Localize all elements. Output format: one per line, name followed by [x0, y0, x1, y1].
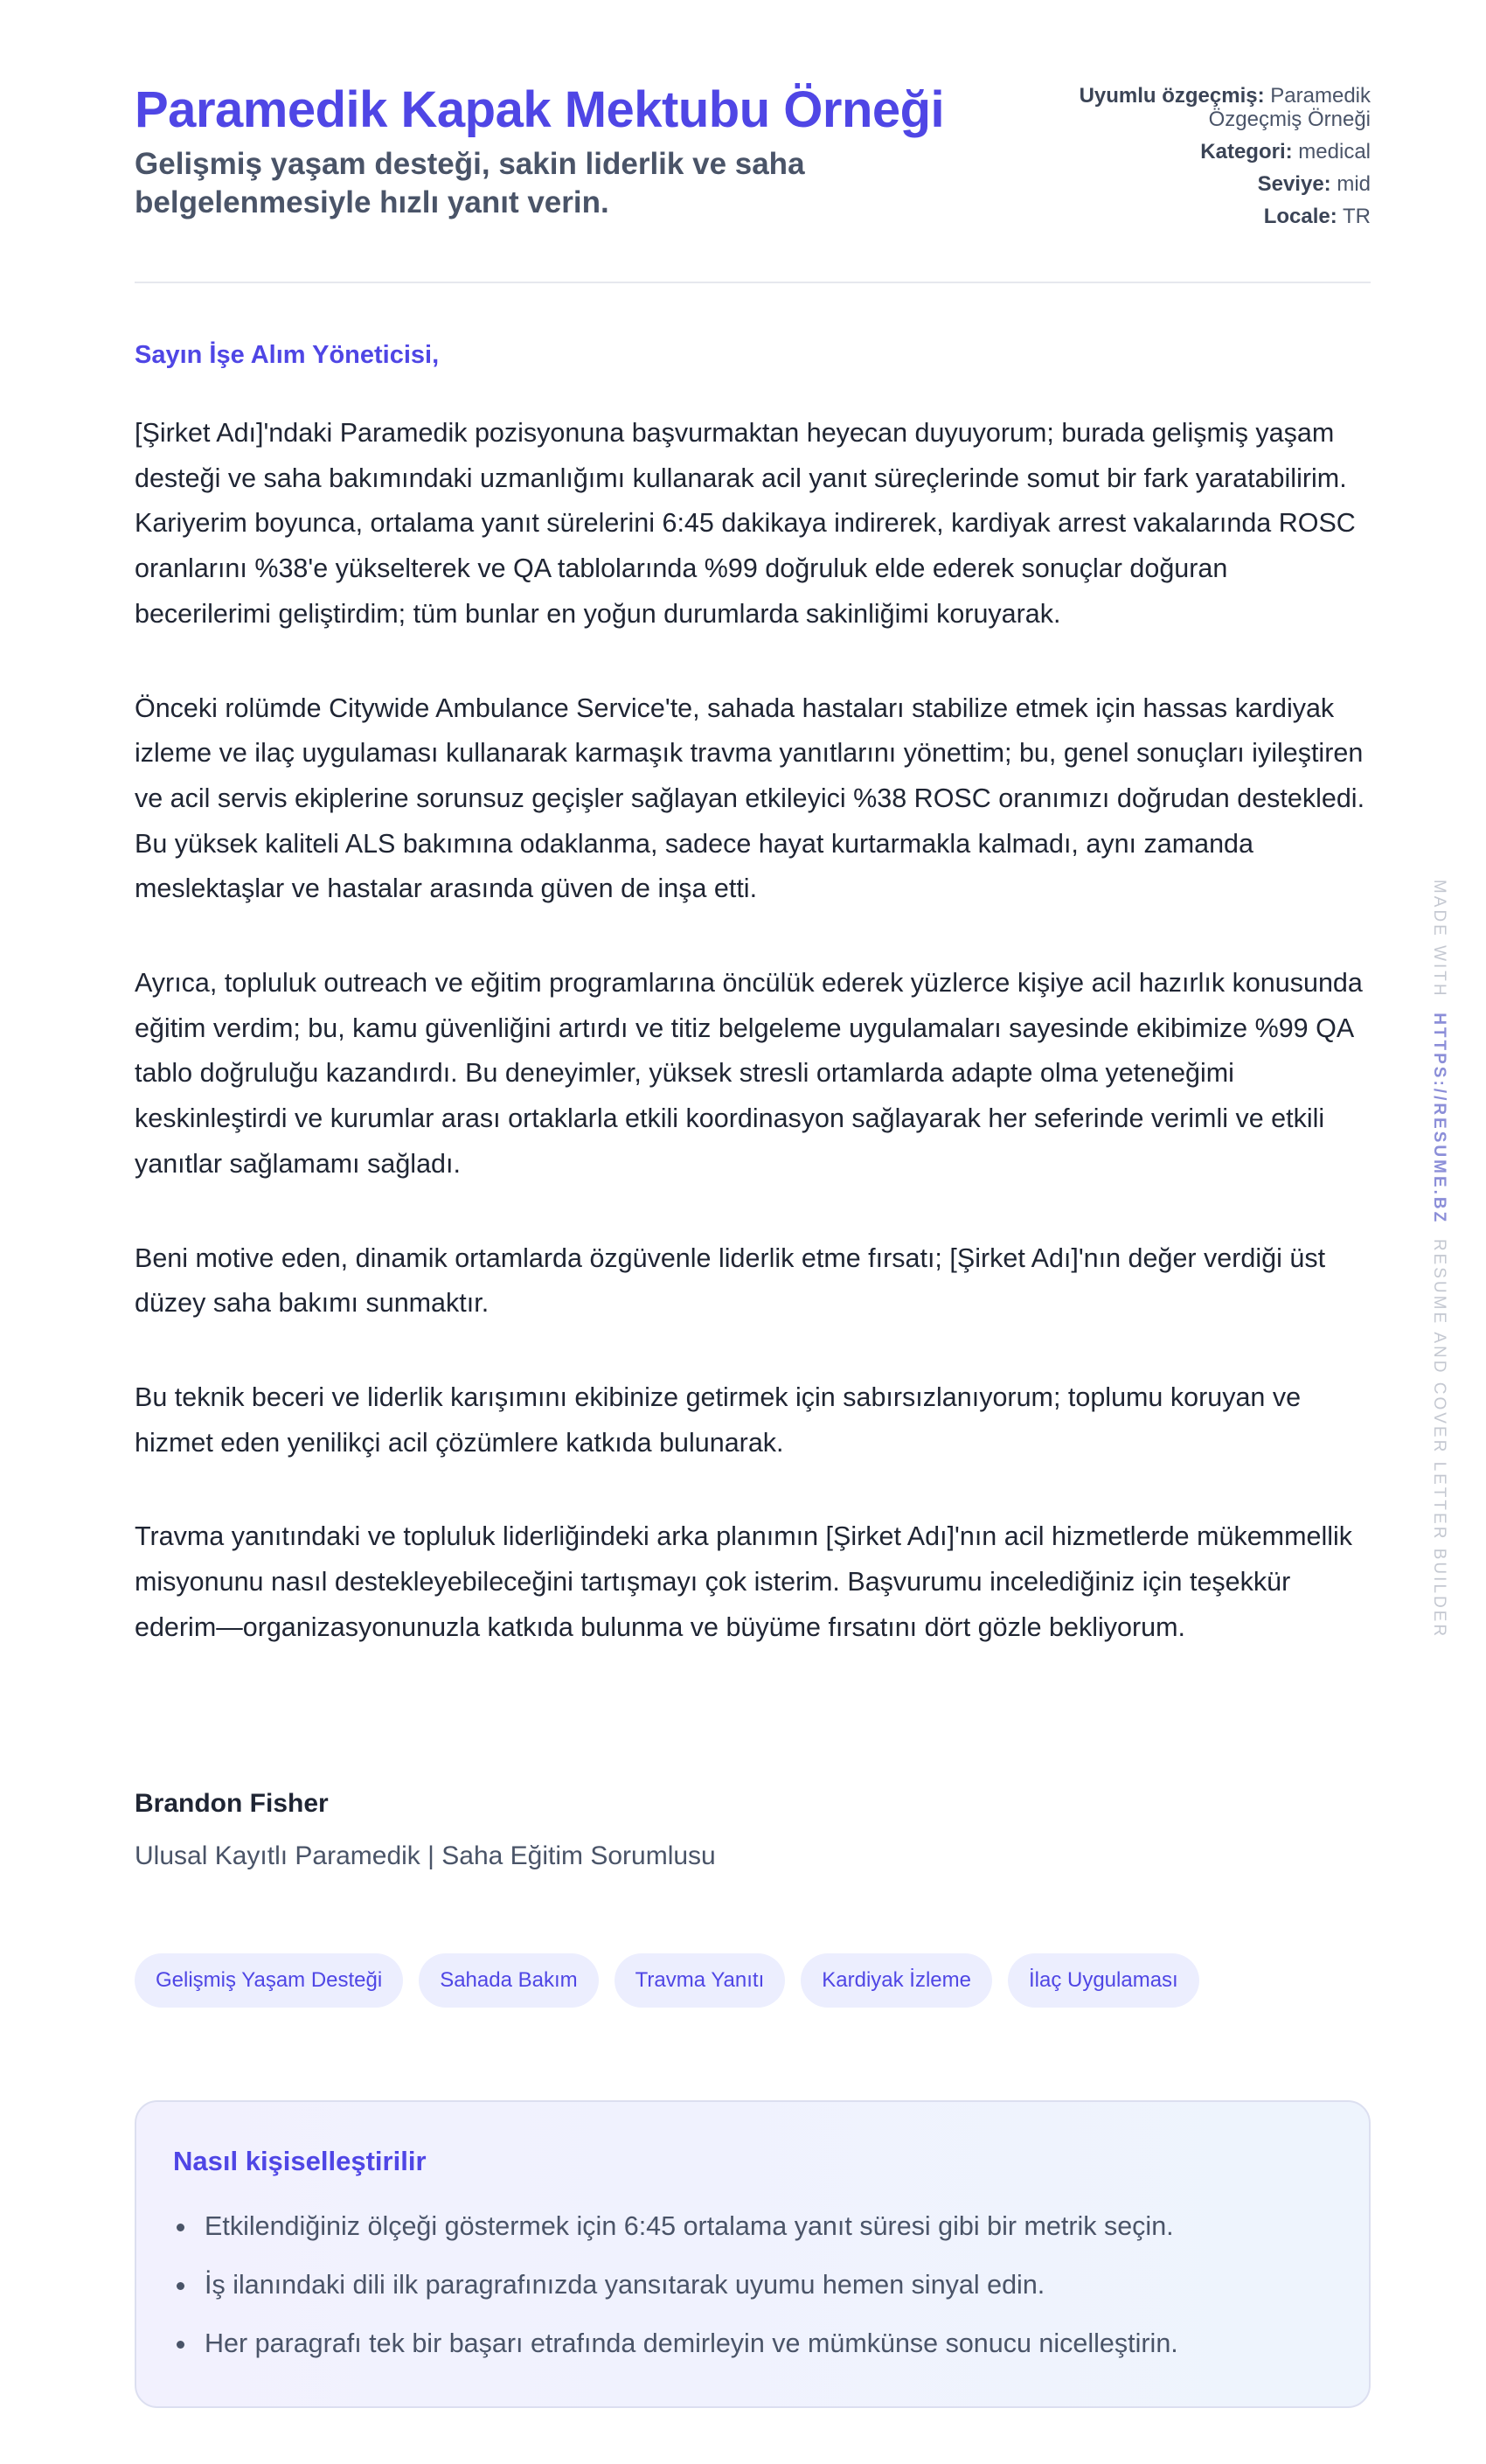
made-with-watermark: [1429, 880, 1448, 1639]
letter-paragraph: Önceki rolümde Citywide Ambulance Service'te, sahada hastaları stabilize etmek için hassas kardiyak izleme ve ilaç uygulaması kullanarak karmaşık travma yanıtlarını yönettim; bu, genel sonuçları iyileştiren ve acil servis ekiplerine sorunsuz geçişler sağlayan etkileyici %38 ROSC oranımızı doğrudan destekledi. Bu yüksek kaliteli ALS bakımına odaklanma, sadece hayat kurtarmakla kalmadı, aynı zamanda meslektaşlar ve hastalar arasında güven de inşa etti.: [135, 693, 1365, 904]
meta-resume-value[interactable]: Paramedik Özgeçmiş Örneği: [1208, 84, 1371, 131]
letter-paragraph: Beni motive eden, dinamik ortamlarda özgüvenle liderlik etme fırsatı; [Şirket Adı]'nın değer verdiği üst düzey saha bakımı sunmaktır.: [135, 1242, 1326, 1319]
watermark-prefix: MADE WITH: [1430, 879, 1448, 999]
tips-list: [173, 2207, 1178, 2383]
skill-tag: İlaç Uygulaması: [1008, 1953, 1199, 2008]
letter-greeting: Sayın İşe Alım Yöneticisi,: [135, 341, 440, 369]
letter-paragraph: Travma yanıtındaki ve topluluk liderliğindeki arka planımın [Şirket Adı]'nın acil hizmetlerde mükemmellik misyonunu nasıl destekleyebileceğini tartışmayı çok isterim. Başvurumu incelediğiniz için teşekkür ederim—organizasyonunuzla katkıda bulunma ve büyüme fırsatını dört gözle bekliyorum.: [135, 1521, 1353, 1642]
tip-item: Etkilendiğiniz ölçeği göstermek için 6:45 ortalama yanıt süresi gibi bir metrik seçin.: [173, 2207, 1178, 2246]
meta-locale: [1003, 205, 1371, 228]
tips-title: Nasıl kişiselleştirilir: [173, 2146, 427, 2176]
meta-locale-label: Locale:: [1263, 205, 1337, 228]
page-title: Paramedik Kapak Mektubu Örneği: [135, 81, 945, 138]
cover-letter-page: [135, 0, 1371, 2358]
skill-tag: Gelişmiş Yaşam Desteği: [135, 1953, 403, 2008]
letter-paragraph: Bu teknik beceri ve liderlik karışımını ekibinize getirmek için sabırsızlanıyorum; toplumu koruyan ve hizmet eden yenilikçi acil çözümlere katkıda bulunarak.: [135, 1382, 1302, 1458]
skill-tag: Travma Yanıtı: [615, 1953, 786, 2008]
watermark-suffix: RESUME AND COVER LETTER BUILDER: [1430, 1238, 1448, 1639]
meta-level-value: mid: [1337, 172, 1371, 196]
letter-body: [135, 411, 1371, 1699]
meta-level-label: Seviye:: [1257, 172, 1331, 196]
meta-panel: [1003, 84, 1371, 237]
meta-resume-label: Uyumlu özgeçmiş:: [1079, 84, 1265, 108]
meta-level: [1003, 172, 1371, 196]
page-subtitle: Gelişmiş yaşam desteği, sakin liderlik ve saha belgelenmesiyle hızlı yanıt verin.: [135, 147, 805, 219]
personalization-tips-box: [135, 2100, 1371, 2408]
signature-title: Ulusal Kayıtlı Paramedik | Saha Eğitim Sorumlusu: [135, 1841, 716, 1870]
skill-tags: [135, 1953, 1199, 2008]
meta-category: [1003, 140, 1371, 164]
watermark-url-link[interactable]: HTTPS://RESUME.BZ: [1430, 1013, 1448, 1225]
tip-item: Her paragrafı tek bir başarı etrafında demirleyin ve mümkünse sonucu nicelleştirin.: [173, 2324, 1178, 2363]
tip-item: İş ilanındaki dili ilk paragrafınızda yansıtarak uyumu hemen sinyal edin.: [173, 2266, 1178, 2305]
meta-category-label: Kategori:: [1200, 140, 1293, 164]
signature-name: Brandon Fisher: [135, 1789, 329, 1818]
meta-locale-value: TR: [1343, 205, 1371, 228]
letter-paragraph: [Şirket Adı]'ndaki Paramedik pozisyonuna başvurmaktan heyecan duyuyorum; burada gelişmiş yaşam desteği ve saha bakımındaki uzmanlığımı kullanarak acil yanıt süreçlerinde somut bir fark yaratabilirim. Kariyerim boyunca, ortalama yanıt sürelerini 6:45 dakikaya indirerek, kardiyak arrest vakalarında ROSC oranlarını %38'e yükselterek ve QA tablolarında %99 doğruluk elde ederek sonuçlar doğuran becerilerimi geliştirdim; tüm bunlar en yoğun durumlarda sakinliğimi koruyarak.: [135, 418, 1356, 629]
letter-paragraph: Ayrıca, topluluk outreach ve eğitim programlarına öncülük ederek yüzlerce kişiye acil hazırlık konusunda eğitim verdim; bu, kamu güvenliğini artırdı ve titiz belgeleme uygulamaları sayesinde ekibimize %99 QA tablo doğruluğu kazandırdı. Bu deneyimler, yüksek stresli ortamlarda adapte olma yeteneğimi keskinleştirdi ve kurumlar arası ortaklarla etkili koordinasyon sağlayarak her seferinde verimli ve etkili yanıtlar sağlamamı sağladı.: [135, 968, 1363, 1179]
meta-category-value: medical: [1298, 140, 1371, 164]
meta-resume: [1003, 84, 1371, 131]
skill-tag: Sahada Bakım: [419, 1953, 598, 2008]
page-header: [135, 0, 1371, 283]
skill-tag: Kardiyak İzleme: [801, 1953, 992, 2008]
